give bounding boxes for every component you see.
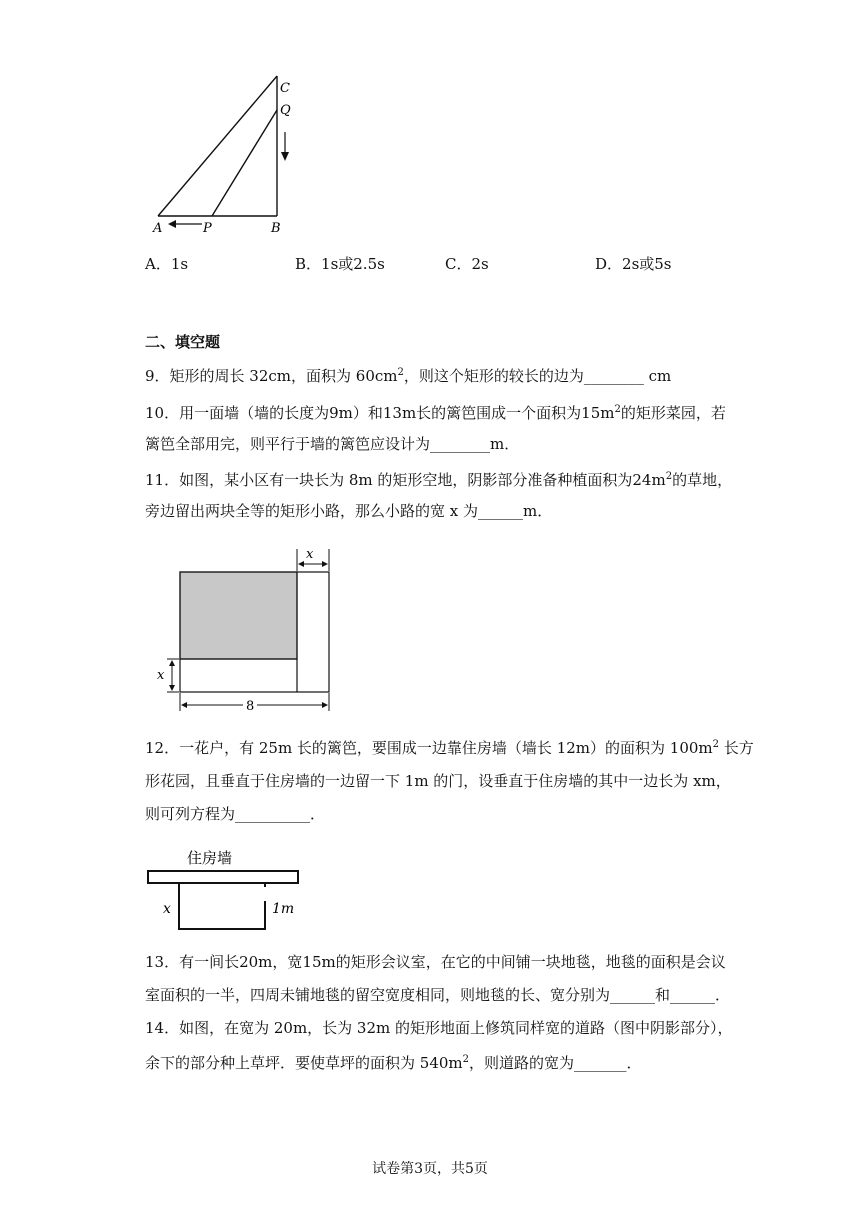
q10-line1b: 的矩形菜园，若 <box>620 404 726 422</box>
fig11-x-left: x <box>157 668 165 683</box>
fig12-1m: 1m <box>272 901 295 917</box>
rectangle-path-figure <box>155 545 345 717</box>
garden-wall-figure <box>145 845 305 935</box>
fig11-length-8: 8 <box>246 699 255 714</box>
q9-text2: ，则这个矩形的较长的边为________ cm <box>403 367 672 385</box>
fig12-x: x <box>163 901 171 917</box>
q14-line2a: 余下的部分种上草坪．要使草坪的面积为 540m <box>145 1054 463 1072</box>
question-11-line2: 旁边留出两块全等的矩形小路，那么小路的宽 x 为______m． <box>145 502 553 520</box>
q12-sup: 2 <box>712 739 720 750</box>
question-10-line2: 篱笆全部用完，则平行于墙的篱笆应设计为________m． <box>145 435 520 453</box>
q12-line1b: 长方 <box>719 739 754 757</box>
label-a: A <box>153 221 163 236</box>
question-13-line1: 13．有一间长20m，宽15m的矩形会议室，在它的中间铺一块地毯，地毯的面积是会议 <box>145 953 726 971</box>
q9-text: 9．矩形的周长 32cm，面积为 60cm <box>145 367 398 385</box>
label-c: C <box>280 81 290 96</box>
q10-line1a: 10．用一面墙（墙的长度为9m）和13m长的篱笆围成一个面积为15m <box>145 404 615 422</box>
question-14-line2 <box>145 1053 642 1073</box>
q10-sup: 2 <box>614 404 621 415</box>
question-12-line3: 则可列方程为__________． <box>145 805 326 823</box>
label-b: B <box>271 221 281 236</box>
question-9 <box>145 366 671 386</box>
q14-line2b: ，则道路的宽为_______． <box>469 1054 642 1072</box>
q11-sup: 2 <box>665 471 673 482</box>
option-a: A．1s <box>145 255 189 273</box>
question-11-line1 <box>145 470 732 490</box>
question-12-line2: 形花园，且垂直于住房墙的一边留一下 1m 的门，设垂直于住房墙的其中一边长为 xm， <box>145 772 731 790</box>
q11-line1a: 11．如图，某小区有一块长为 8m 的矩形空地，阴影部分准备种植面积为24m <box>145 471 666 489</box>
q11-line1b: 的草地， <box>672 471 733 489</box>
question-14-line1: 14．如图，在宽为 20m，长为 32m 的矩形地面上修筑同样宽的道路（图中阴影部分）， <box>145 1019 733 1037</box>
triangle-figure <box>140 72 310 242</box>
q14-sup: 2 <box>462 1054 469 1065</box>
section-title: 二、填空题 <box>145 333 221 351</box>
question-13-line2: 室面积的一半，四周未铺地毯的留空宽度相同，则地毯的长、宽分别为______和______． <box>145 986 731 1004</box>
fig11-x-top: x <box>306 547 314 562</box>
q12-line1a: 12．一花户，有 25m 长的篱笆，要围成一边靠住房墙（墙长 12m）的面积为 100m <box>145 739 713 757</box>
option-b: B．1s或2.5s <box>295 255 385 273</box>
q9-sup: 2 <box>397 367 404 378</box>
option-c: C．2s <box>445 255 489 273</box>
fig12-wall-label: 住房墙 <box>187 849 233 867</box>
question-10-line1 <box>145 403 726 423</box>
label-p: P <box>203 221 212 236</box>
label-q: Q <box>280 103 291 118</box>
page-footer: 试卷第3页，共5页 <box>372 1161 488 1177</box>
option-d: D．2s或5s <box>595 255 672 273</box>
question-12-line1 <box>145 738 754 758</box>
